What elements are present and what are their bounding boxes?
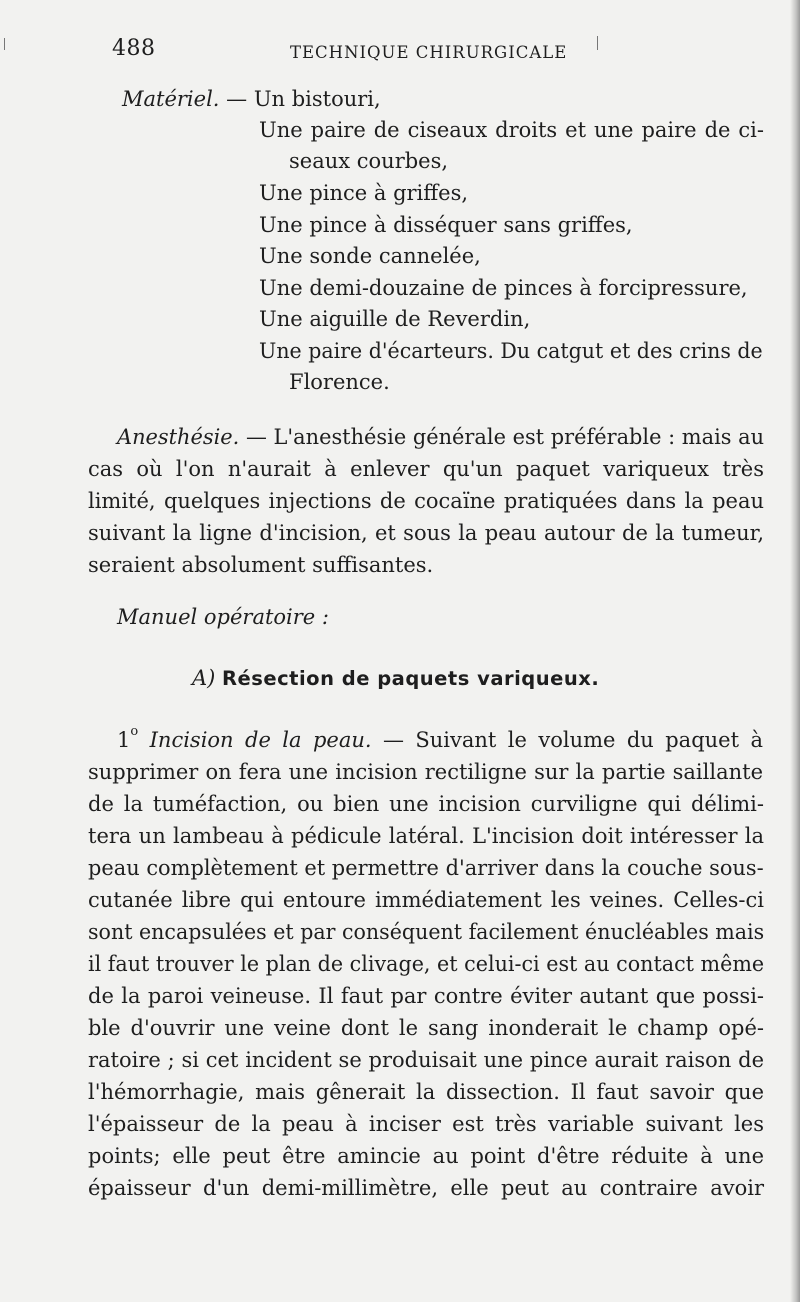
section-a-title: Résection de paquets variqueux.: [222, 667, 600, 690]
incision-text: — Suivant le volume du paquet à: [382, 728, 763, 752]
materiel-line: [122, 86, 381, 112]
incision-text: l'hémorrhagie, mais gênerait la dissection. Il faut savoir que: [88, 1080, 764, 1104]
materiel-item: Une paire d'écarteurs. Du catgut et des crins de: [259, 339, 763, 363]
margin-mark: [4, 38, 5, 50]
incision-text: de la paroi veineuse. Il faut par contre éviter autant que possi-: [88, 984, 764, 1008]
page-number: 488: [112, 36, 156, 61]
section-a-letter: A): [192, 666, 216, 690]
anesthesie-first-line: [117, 424, 765, 450]
materiel-item: Une paire de ciseaux droits et une paire de ci-: [259, 118, 764, 142]
materiel-item: Une sonde cannelée,: [259, 244, 481, 268]
incision-text: tera un lambeau à pédicule latéral. L'incision doit intéresser la: [88, 824, 764, 848]
anesthesie-text: limité, quelques injections de cocaïne pratiquées dans la peau: [88, 489, 764, 513]
materiel-item: Florence.: [289, 370, 390, 394]
incision-text: ble d'ouvrir une veine dont le sang inonderait le champ opé-: [88, 1016, 764, 1040]
anesthesie-label: Anesthésie.: [117, 425, 240, 449]
incision-first-line: [117, 724, 763, 753]
anesthesie-text: suivant la ligne d'incision, et sous la peau autour de la tumeur,: [88, 521, 764, 545]
incision-text: cutanée libre qui entoure immédiatement les veines. Celles-ci: [88, 888, 764, 912]
materiel-item: seaux courbes,: [289, 149, 449, 173]
page-edge-shadow: [790, 0, 800, 1302]
incision-text: ratoire ; si cet incident se produisait une pince aurait raison de: [88, 1048, 764, 1072]
section-a-heading: [192, 665, 599, 692]
incision-label: Incision de la peau.: [149, 728, 372, 752]
anesthesie-text: — L'anesthésie générale est préférable : mais au: [245, 425, 765, 449]
running-title: TECHNIQUE CHIRURGICALE: [290, 43, 568, 62]
incision-text: sont encapsulées et par conséquent facilement énucléables mais: [88, 920, 765, 944]
margin-mark: [597, 36, 598, 50]
anesthesie-text: cas où l'on n'aurait à enlever qu'un paquet variqueux très: [88, 457, 764, 481]
incision-text: points; elle peut être amincie au point d'être réduite à une: [88, 1144, 764, 1168]
anesthesie-text: seraient absolument suffisantes.: [88, 553, 434, 577]
materiel-item: Une pince à disséquer sans griffes,: [259, 213, 633, 237]
materiel-item: Une demi-douzaine de pinces à forcipressure,: [259, 276, 748, 300]
incision-number: 1$^o$: [117, 724, 139, 752]
incision-text: l'épaisseur de la peau à inciser est très variable suivant les: [88, 1112, 764, 1136]
manuel-heading: Manuel opératoire :: [117, 605, 329, 629]
incision-text: peau complètement et permettre d'arriver dans la couche sous-: [88, 856, 764, 880]
materiel-label: Matériel.: [122, 87, 220, 111]
incision-text: supprimer on fera une incision rectiligne sur la partie saillante: [88, 760, 763, 784]
incision-text: épaisseur d'un demi-millimètre, elle peut au contraire avoir: [88, 1176, 764, 1200]
materiel-item: Une aiguille de Reverdin,: [259, 307, 531, 331]
running-title-line: [290, 38, 567, 66]
materiel-item: Une pince à griffes,: [259, 181, 469, 205]
incision-text: de la tuméfaction, ou bien une incision curviligne qui délimi-: [88, 792, 764, 816]
running-header: [112, 35, 156, 62]
materiel-item: — Un bistouri,: [226, 87, 381, 111]
incision-text: il faut trouver le plan de clivage, et celui-ci est au contact même: [88, 952, 765, 976]
